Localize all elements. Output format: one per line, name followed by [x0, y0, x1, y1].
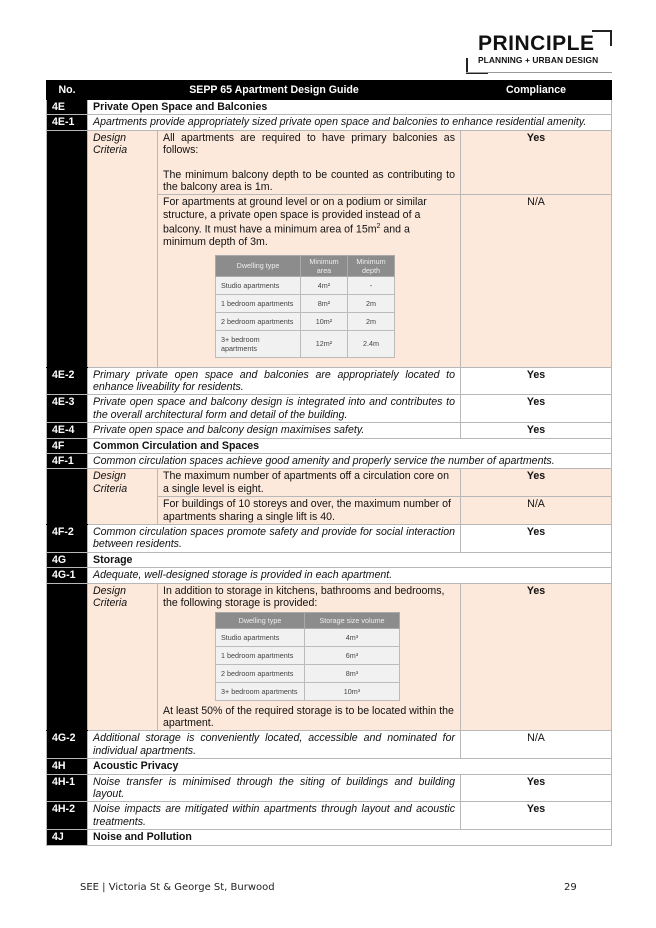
row-number: 4H-2 [47, 802, 88, 830]
compliance-value: Yes [461, 525, 612, 553]
storage-size-table [215, 612, 400, 701]
storage-volume: 8m³ [305, 664, 400, 682]
minimum-area: 10m² [301, 312, 348, 330]
balcony-size-table [215, 255, 395, 358]
compliance-value: Yes [461, 802, 612, 830]
section-title: Storage [88, 552, 612, 567]
compliance-value: Yes [461, 774, 612, 802]
section-title: Acoustic Privacy [88, 759, 612, 774]
objective-row [47, 454, 612, 469]
objective-row [47, 774, 612, 802]
inner-header: Minimum depth [348, 255, 395, 276]
table-header-row [47, 81, 612, 100]
compliance-value: Yes [461, 130, 612, 195]
objective-text: Common circulation spaces promote safety and provide for social interaction between residents. [88, 525, 461, 553]
inner-row [216, 330, 395, 357]
section-row [47, 438, 612, 453]
criteria-text [158, 195, 461, 367]
company-logo [466, 30, 612, 74]
dwelling-type: 1 bedroom apartments [216, 646, 305, 664]
minimum-depth: - [348, 276, 395, 294]
storage-volume: 10m³ [305, 682, 400, 700]
objective-text: Noise transfer is minimised through the siting of buildings and building layout. [88, 774, 461, 802]
objective-text: Primary private open space and balconies are appropriately located to enhance liveability for residents. [88, 367, 461, 395]
logo-tagline: PLANNING + URBAN DESIGN [478, 55, 599, 65]
section-row [47, 552, 612, 567]
inner-row [216, 276, 395, 294]
row-number: 4J [47, 830, 88, 845]
footer-page-number: 29 [564, 882, 577, 893]
row-number: 4E-4 [47, 423, 88, 438]
inner-header: Minimum area [301, 255, 348, 276]
row-number: 4F-1 [47, 454, 88, 469]
inner-row [216, 628, 400, 646]
header-no: No. [47, 81, 88, 100]
row-number-blank [47, 130, 88, 367]
row-number: 4G-1 [47, 568, 88, 583]
row-number: 4E-1 [47, 115, 88, 130]
dwelling-type: Studio apartments [216, 628, 305, 646]
criteria-paragraph: The minimum balcony depth to be counted as contributing to the balcony area is 1m. [163, 168, 456, 194]
header-compliance: Compliance [461, 81, 612, 100]
criteria-paragraph: At least 50% of the required storage is to be located within the apartment. [163, 704, 454, 729]
minimum-depth: 2.4m [348, 330, 395, 357]
criteria-text [158, 583, 461, 731]
compliance-value: N/A [461, 731, 612, 759]
criteria-paragraph: In addition to storage in kitchens, bathrooms and bedrooms, the following storage is provided: [163, 584, 445, 610]
row-number: 4G [47, 552, 88, 567]
criteria-text: For buildings of 10 storeys and over, the maximum number of apartments sharing a single lift is 40. [158, 497, 461, 525]
dwelling-type: 3+ bedroom apartments [216, 682, 305, 700]
row-number: 4F-2 [47, 525, 88, 553]
inner-row [216, 294, 395, 312]
objective-row [47, 367, 612, 395]
dwelling-type: 2 bedroom apartments [216, 664, 305, 682]
objective-text: Private open space and balcony design is integrated into and contributes to the overall architectural form and detail of the building. [88, 395, 461, 423]
header-guide: SEPP 65 Apartment Design Guide [88, 81, 461, 100]
design-criteria-label: Design Criteria [88, 130, 158, 367]
inner-header: Storage size volume [305, 612, 400, 628]
inner-row [216, 312, 395, 330]
minimum-area: 8m² [301, 294, 348, 312]
objective-text: Noise impacts are mitigated within apartments through layout and acoustic treatments. [88, 802, 461, 830]
storage-volume: 4m³ [305, 628, 400, 646]
row-number: 4E-3 [47, 395, 88, 423]
design-criteria-label: Design Criteria [88, 469, 158, 525]
compliance-value: Yes [461, 423, 612, 438]
compliance-value: Yes [461, 395, 612, 423]
footer-document-title: SEE | Victoria St & George St, Burwood [80, 882, 275, 893]
inner-header-row [216, 612, 400, 628]
inner-row [216, 682, 400, 700]
minimum-depth: 2m [348, 294, 395, 312]
objective-row [47, 115, 612, 130]
dwelling-type: 1 bedroom apartments [216, 294, 301, 312]
inner-header: Dwelling type [216, 255, 301, 276]
row-number: 4G-2 [47, 731, 88, 759]
row-number: 4H [47, 759, 88, 774]
compliance-value: N/A [461, 195, 612, 367]
design-criteria-label: Design Criteria [88, 583, 158, 731]
logo-corner-top-right [592, 30, 612, 46]
objective-row [47, 423, 612, 438]
design-criteria-row [47, 130, 612, 195]
dwelling-type: Studio apartments [216, 276, 301, 294]
objective-row [47, 731, 612, 759]
minimum-area: 4m² [301, 276, 348, 294]
objective-text: Apartments provide appropriately sized private open space and balconies to enhance residential amenity. [88, 115, 612, 130]
compliance-value: N/A [461, 497, 612, 525]
minimum-depth: 2m [348, 312, 395, 330]
objective-text: Additional storage is conveniently located, accessible and nominated for individual apartments. [88, 731, 461, 759]
section-row [47, 830, 612, 845]
design-criteria-row [47, 469, 612, 497]
section-row [47, 759, 612, 774]
row-number-blank [47, 469, 88, 525]
compliance-value: Yes [461, 367, 612, 395]
objective-text: Common circulation spaces achieve good amenity and properly service the number of apartments. [88, 454, 612, 469]
objective-text: Private open space and balcony design maximises safety. [88, 423, 461, 438]
criteria-paragraph: All apartments are required to have primary balconies as follows: [163, 131, 456, 157]
header-divider [466, 72, 612, 73]
design-criteria-row [47, 583, 612, 731]
objective-row [47, 802, 612, 830]
criteria-text: The maximum number of apartments off a circulation core on a single level is eight. [158, 469, 461, 497]
inner-header-row [216, 255, 395, 276]
inner-row [216, 646, 400, 664]
section-row [47, 100, 612, 115]
objective-row [47, 395, 612, 423]
compliance-value: Yes [461, 583, 612, 731]
compliance-value: Yes [461, 469, 612, 497]
objective-text: Adequate, well-designed storage is provided in each apartment. [88, 568, 612, 583]
criteria-paragraph: For apartments at ground level or on a podium or similar structure, a private open space is provided instead of a balcony. It must have a minimum area of $15m^2$ and a minimum depth of 3m. [163, 196, 427, 249]
row-number: 4E-2 [47, 367, 88, 395]
section-title: Common Circulation and Spaces [88, 438, 612, 453]
row-number: 4E [47, 100, 88, 115]
objective-row [47, 525, 612, 553]
section-title: Noise and Pollution [88, 830, 612, 845]
row-number-blank [47, 583, 88, 731]
dwelling-type: 2 bedroom apartments [216, 312, 301, 330]
row-number: 4F [47, 438, 88, 453]
logo-name: PRINCIPLE [478, 32, 595, 55]
inner-header: Dwelling type [216, 612, 305, 628]
minimum-area: 12m² [301, 330, 348, 357]
section-title: Private Open Space and Balconies [88, 100, 612, 115]
storage-volume: 6m³ [305, 646, 400, 664]
criteria-text [158, 130, 461, 195]
objective-row [47, 568, 612, 583]
row-number: 4H-1 [47, 774, 88, 802]
dwelling-type: 3+ bedroom apartments [216, 330, 301, 357]
inner-row [216, 664, 400, 682]
sepp65-compliance-table [46, 80, 612, 846]
